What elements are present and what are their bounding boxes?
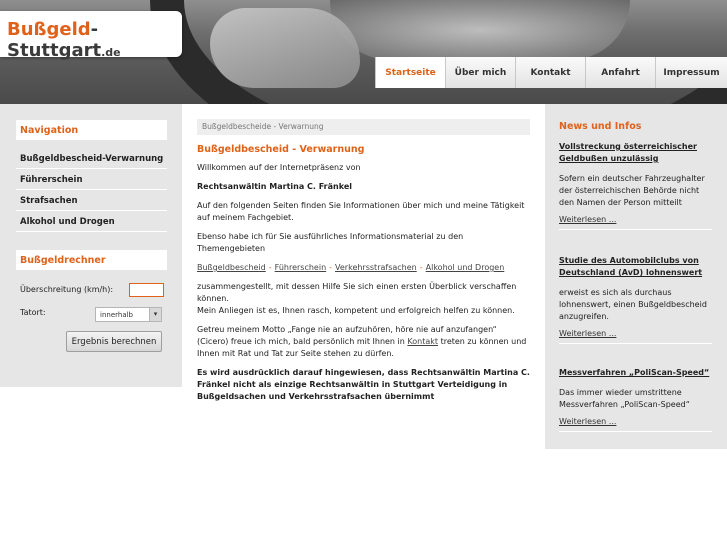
navigation-title: Navigation — [16, 120, 167, 140]
hand-image — [210, 8, 360, 88]
tab-impressum[interactable]: Impressum — [655, 57, 727, 88]
site-logo[interactable] — [0, 11, 182, 61]
logo-part-2: -Stuttgart — [7, 19, 102, 61]
link-verkehrsstrafsachen[interactable]: Verkehrsstrafsachen — [335, 263, 417, 272]
news-title: News und Infos — [559, 121, 642, 132]
tab-startseite[interactable]: Startseite — [375, 57, 445, 88]
overview-text — [197, 281, 530, 317]
link-bussgeldbescheid[interactable]: Bußgeldbescheid — [197, 263, 266, 272]
contact-link[interactable]: Kontakt — [407, 337, 439, 346]
overview-line-2: Mein Anliegen ist es, Ihnen rasch, kompetent und erfolgreich helfen zu können. — [197, 306, 515, 315]
lawyer-name: Rechtsanwältin Martina C. Fränkel — [197, 182, 352, 191]
tab-kontakt[interactable]: Kontakt — [515, 57, 585, 88]
header-banner — [0, 0, 727, 104]
news-heading[interactable]: Studie des Automobilclubs von Deutschland (AvD) lohnenswert — [559, 256, 703, 277]
link-alkohol-drogen[interactable]: Alkohol und Drogen — [425, 263, 505, 272]
news-item — [559, 255, 712, 344]
logo-part-1: Bußgeld — [7, 19, 91, 40]
link-separator: - — [329, 263, 333, 272]
news-item — [559, 367, 712, 432]
speed-label: Überschreitung (km/h): — [20, 285, 114, 294]
motto-text — [197, 324, 530, 360]
calculator-title: Bußgeldrechner — [16, 250, 167, 270]
news-text: Das immer wieder umstrittene Messverfahren „PoliScan-Speed“ — [559, 388, 690, 409]
disclaimer-text: Es wird ausdrücklich darauf hingewiesen, dass Rechtsanwältin Martina C. Fränkel nicht als einzige Rechtsanwältin in Stuttgart Verteidigung in Bußgeldsachen und Verkehrsstrafsachen übernimmt — [197, 368, 530, 401]
sidebar-item-fuehrerschein[interactable]: Führerschein — [16, 169, 167, 190]
read-more-link[interactable]: Weiterlesen ... — [559, 215, 712, 230]
topics-text: Ebenso habe ich für Sie ausführliches Informationsmaterial zu den Themengebieten — [197, 232, 464, 253]
read-more-link[interactable]: Weiterlesen ... — [559, 329, 712, 344]
news-item — [559, 141, 712, 230]
info-text: Auf den folgenden Seiten finden Sie Informationen über mich und meine Tätigkeit auf meinem Fachgebiet. — [197, 201, 525, 222]
news-text: erweist es sich als durchaus lohnenswert, einen Bußgeldbescheid anzugreifen. — [559, 288, 707, 321]
news-text: Sofern ein deutscher Fahrzeughalter der österreichischen Behörde nicht den Namen der Person mitteilt — [559, 174, 705, 207]
sidebar-item-strafsachen[interactable]: Strafsachen — [16, 190, 167, 211]
read-more-link[interactable]: Weiterlesen ... — [559, 417, 712, 432]
intro-text: Willkommen auf der Internetpräsenz von — [197, 163, 361, 172]
calculate-button[interactable]: Ergebnis berechnen — [66, 331, 162, 352]
sidebar-item-bussgeldbescheid[interactable]: Bußgeldbescheid-Verwarnung — [16, 148, 167, 169]
page-title: Bußgeldbescheid - Verwarnung — [197, 144, 365, 155]
tab-ueber-mich[interactable]: Über mich — [445, 57, 515, 88]
logo-part-3: .de — [101, 46, 121, 59]
link-separator: - — [419, 263, 423, 272]
tab-anfahrt[interactable]: Anfahrt — [585, 57, 655, 88]
main-nav — [375, 57, 727, 88]
breadcrumb: Bußgeldbescheide - Verwarnung — [197, 119, 530, 135]
sidebar-item-alkohol-drogen[interactable]: Alkohol und Drogen — [16, 211, 167, 232]
place-select-value: innerhalb — [100, 311, 133, 319]
motto-part-2: treten zu können und Ihnen mit Rat und Tat zur Seite stehen zu dürfen. — [197, 337, 527, 358]
main-content — [197, 119, 530, 403]
news-heading[interactable]: Vollstreckung österreichischer Geldbußen unzulässig — [559, 142, 697, 163]
link-fuehrerschein[interactable]: Führerschein — [274, 263, 327, 272]
sidebar-nav-list — [16, 148, 167, 232]
news-heading[interactable]: Messverfahren „PoliScan-Speed“ — [559, 368, 710, 377]
place-label: Tatort: — [20, 308, 46, 317]
place-select[interactable] — [95, 307, 162, 322]
topic-links — [197, 262, 530, 274]
link-separator: - — [268, 263, 272, 272]
chevron-down-icon: ▾ — [149, 308, 161, 321]
motto-part-1: Getreu meinem Motto „Fange nie an aufzuhören, höre nie auf anzufangen“ (Cicero) freue ich mich, bald persönlich mit Ihnen in — [197, 325, 497, 346]
speed-input[interactable] — [129, 283, 164, 297]
overview-line-1: zusammengestellt, mit dessen Hilfe Sie sich einen ersten Überblick verschaffen können. — [197, 282, 517, 303]
